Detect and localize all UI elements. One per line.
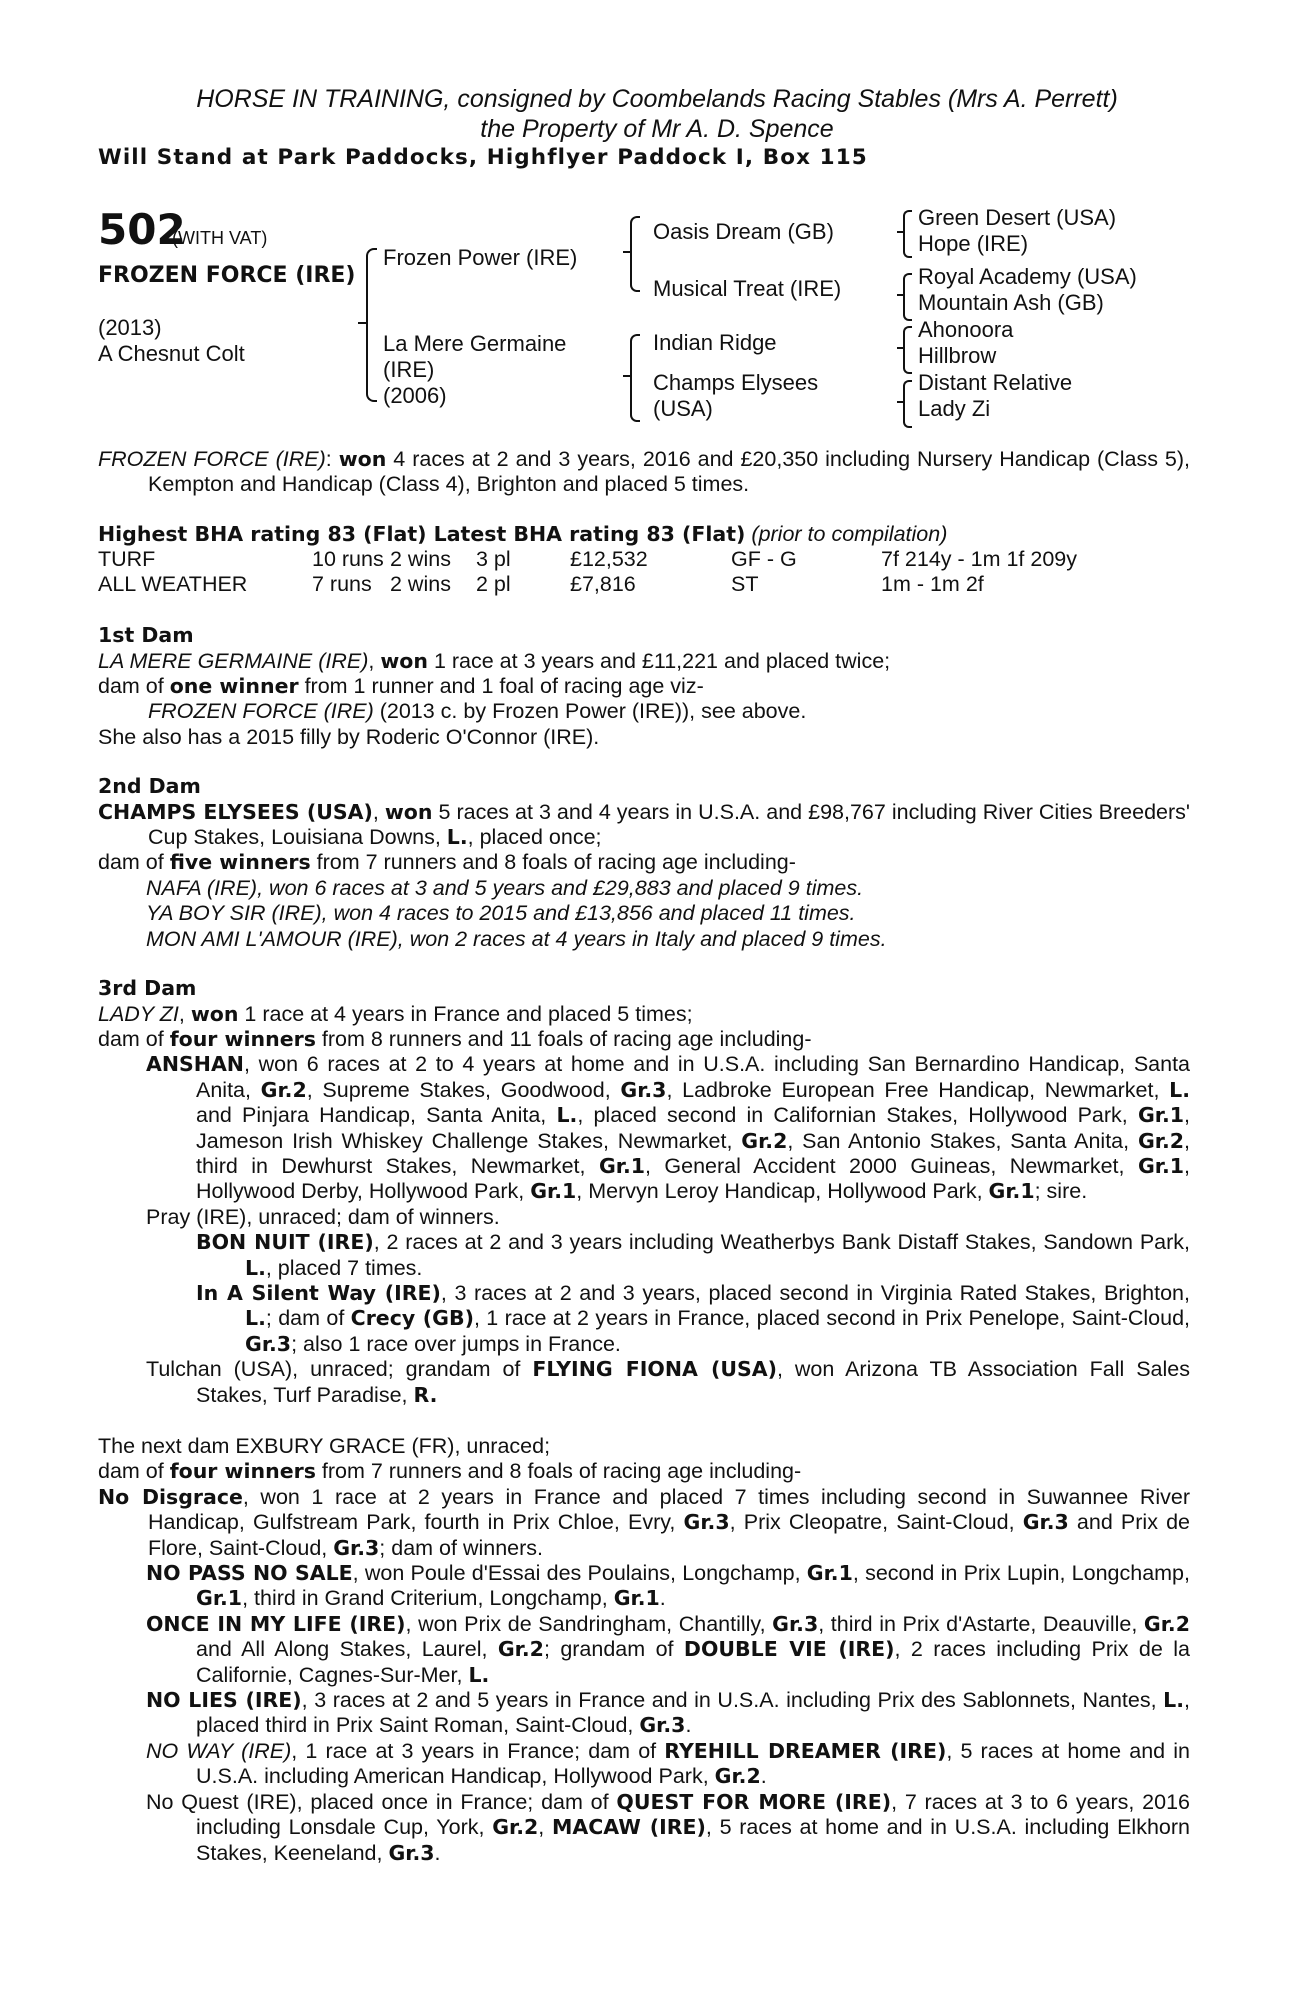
progeny-entry: NO PASS NO SALE, won Poule d'Essai des Poulains, Longchamp, Gr.1, second in Prix Lupin, Longchamp, Gr.1, third in Grand Criterium, Longchamp, Gr.1. xyxy=(146,1561,1190,1611)
gen3-bracket-3 xyxy=(903,326,912,374)
horse-name: FROZEN FORCE (IRE) xyxy=(98,263,356,288)
progeny-entry: ANSHAN, won 6 races at 2 to 4 years at home and in U.S.A. including San Bernardino Handicap, Santa Anita, Gr.2, Supreme Stakes, Goodwood, Gr.3, Ladbroke European Free Handicap, Newmarket, L. and Pinjara Handicap, Santa Anita, L., placed second in Californian Stakes, Hollywood Park, Gr.1, Jameson Irish Whiskey Challenge Stakes, Newmarket, Gr.2, San Antonio Stakes, Santa Anita, Gr.2, third in Dewhurst Stakes, Newmarket, Gr.1, General Accident 2000 Guineas, Newmarket, Gr.1, Hollywood Derby, Hollywood Park, Gr.1, Mervyn Leroy Handicap, Hollywood Park, Gr.1; sire. xyxy=(146,1052,1190,1204)
gen3-name: Hope (IRE) xyxy=(918,231,1029,256)
sire-line-bracket xyxy=(630,216,640,292)
dam-sire: Indian Ridge xyxy=(653,330,777,355)
catalogue-body xyxy=(98,447,1190,1866)
progeny-entry: Tulchan (USA), unraced; grandam of FLYING FIONA (USA), won Arizona TB Association Fall Sales Stakes, Turf Paradise, R. xyxy=(146,1357,1190,1407)
dam-dam-cont: (USA) xyxy=(653,396,713,421)
dam-dam: Champs Elysees xyxy=(653,370,819,395)
table-cell: 7f 214y - 1m 1f 209y xyxy=(881,547,1077,572)
progeny-entry: No Disgrace, won 1 race at 2 years in France and placed 7 times including second in Suwannee River Handicap, Gulfstream Park, fourth in Prix Chloe, Evry, Gr.3, Prix Cleopatre, Saint-Cloud, Gr.3 and Prix de Flore, Saint-Cloud, Gr.3; dam of winners. xyxy=(98,1484,1191,1560)
gen3-name: Ahonoora xyxy=(918,317,1014,342)
table-cell: £12,532 xyxy=(570,547,648,572)
progeny-entry: MON AMI L'AMOUR (IRE), won 2 races at 4 years in Italy and placed 9 times. xyxy=(146,926,887,951)
progeny-entry: NAFA (IRE), won 6 races at 3 and 5 years and £29,883 and placed 9 times. xyxy=(146,875,864,900)
race-summary: FROZEN FORCE (IRE): won 4 races at 2 and 3 years, 2016 and £20,350 including Nursery Handicap (Class 5), Kempton and Handicap (Class 4), Brighton and placed 5 times. xyxy=(98,447,1191,497)
gen3-bracket-2 xyxy=(903,273,912,321)
table-cell: ST xyxy=(731,572,759,597)
progeny-entry: No Quest (IRE), placed once in France; dam of QUEST FOR MORE (IRE), 7 races at 3 to 6 years, 2016 including Lonsdale Cup, York, Gr.2, MACAW (IRE), 5 races at home and in U.S.A. including Elkhorn Stakes, Keeneland, Gr.3. xyxy=(146,1789,1190,1865)
gen3-name: Hillbrow xyxy=(918,343,997,368)
progeny-entry: Pray (IRE), unraced; dam of winners. xyxy=(146,1204,500,1229)
table-cell: 2 pl xyxy=(476,572,511,597)
bracket-point xyxy=(897,401,903,403)
lot-number: 502 xyxy=(98,205,186,254)
table-cell: TURF xyxy=(98,547,156,572)
vat-note: (WITH VAT) xyxy=(172,228,268,248)
sire-dam-bracket xyxy=(366,248,377,402)
table-cell: 1m - 1m 2f xyxy=(881,572,984,597)
dam-of-line: dam of four winners from 7 runners and 8 foals of racing age including- xyxy=(98,1459,802,1484)
gen3-bracket-1 xyxy=(903,210,912,258)
dam-record: LADY ZI, won 1 race at 4 years in France and placed 5 times; xyxy=(98,1001,693,1026)
dam-record: CHAMPS ELYSEES (USA), won 5 races at 3 and 4 years in U.S.A. and £98,767 including River Cities Breeders' Cup Stakes, Louisiana Downs, L., placed once; xyxy=(98,799,1190,850)
sire-name: Frozen Power (IRE) xyxy=(383,245,578,270)
gen3-name: Mountain Ash (GB) xyxy=(918,290,1104,315)
progeny-entry: NO WAY (IRE), 1 race at 3 years in France; dam of RYEHILL DREAMER (IRE), 5 races at home and in U.S.A. including American Handicap, Hollywood Park, Gr.2. xyxy=(146,1738,1190,1789)
gen3-name: Green Desert (USA) xyxy=(918,205,1117,230)
race-record-table xyxy=(98,547,1190,599)
bracket-point xyxy=(897,294,903,296)
stand-location: Will Stand at Park Paddocks, Highflyer Paddock I, Box 115 xyxy=(98,145,868,170)
section-heading: 2nd Dam xyxy=(98,774,201,799)
dam-line-bracket xyxy=(630,334,640,422)
foaling-year: (2013) xyxy=(98,315,162,340)
rating-heading: Highest BHA rating 83 (Flat) Latest BHA rating 83 (Flat) (prior to compilation) xyxy=(98,521,948,546)
table-cell: 3 pl xyxy=(476,547,511,572)
gen3-name: Royal Academy (USA) xyxy=(918,264,1137,289)
dam-of-line: dam of five winners from 7 runners and 8 foals of racing age including- xyxy=(98,850,796,875)
dam-of-line: dam of one winner from 1 runner and 1 foal of racing age viz- xyxy=(98,674,704,699)
gen3-name: Distant Relative xyxy=(918,370,1073,395)
bracket-point xyxy=(897,347,903,349)
property-line: the Property of Mr A. D. Spence xyxy=(480,115,834,143)
progeny-entry: In A Silent Way (IRE), 3 races at 2 and 3 years, placed second in Virginia Rated Stakes, Brighton, L.; dam of Crecy (GB), 1 race at 2 years in France, placed second in Prix Penelope, Saint-Cloud, Gr.3; also 1 race over jumps in France. xyxy=(196,1280,1190,1356)
dam-note: She also has a 2015 filly by Roderic O'Connor (IRE). xyxy=(98,724,600,749)
table-cell: 7 runs xyxy=(312,572,372,597)
table-cell: ALL WEATHER xyxy=(98,572,248,597)
progeny-entry: ONCE IN MY LIFE (IRE), won Prix de Sandringham, Chantilly, Gr.3, third in Prix d'Astarte, Deauville, Gr.2 and All Along Stakes, Laurel, Gr.2; grandam of DOUBLE VIE (IRE), 2 races including Prix de la Californie, Cagnes-Sur-Mer, L. xyxy=(146,1611,1190,1687)
dam-foaling-year: (2006) xyxy=(383,383,447,408)
horse-description: A Chesnut Colt xyxy=(98,341,245,366)
progeny-entry: BON NUIT (IRE), 2 races at 2 and 3 years including Weatherbys Bank Distaff Stakes, Sandown Park, L., placed 7 times. xyxy=(196,1230,1190,1280)
section-heading: 1st Dam xyxy=(98,623,194,648)
gen3-bracket-4 xyxy=(903,380,912,428)
dam-of-line: dam of four winners from 8 runners and 11 foals of racing age including- xyxy=(98,1026,812,1051)
sire-sire: Oasis Dream (GB) xyxy=(653,219,834,244)
bracket-point xyxy=(623,251,631,253)
table-cell: £7,816 xyxy=(570,572,636,597)
table-cell: GF - G xyxy=(731,547,797,572)
table-cell: 10 runs xyxy=(312,547,384,572)
bracket-point xyxy=(897,231,903,233)
dam-name: La Mere Germaine xyxy=(383,331,567,356)
bracket-point xyxy=(623,375,631,377)
next-dam-line: The next dam EXBURY GRACE (FR), unraced; xyxy=(98,1434,551,1458)
table-cell: 2 wins xyxy=(390,572,451,597)
sire-dam: Musical Treat (IRE) xyxy=(653,276,842,301)
bracket-point xyxy=(358,322,366,324)
table-cell: 2 wins xyxy=(390,547,451,572)
dam-name-cont: (IRE) xyxy=(383,357,435,382)
progeny-entry: YA BOY SIR (IRE), won 4 races to 2015 and £13,856 and placed 11 times. xyxy=(146,901,856,926)
progeny-entry: NO LIES (IRE), 3 races at 2 and 5 years in France and in U.S.A. including Prix des Sablonnets, Nantes, L., placed third in Prix Saint Roman, Saint-Cloud, Gr.3. xyxy=(146,1688,1190,1738)
gen3-name: Lady Zi xyxy=(918,396,991,421)
consignment-line: HORSE IN TRAINING, consigned by Coombelands Racing Stables (Mrs A. Perrett) xyxy=(196,85,1118,113)
dam-record: LA MERE GERMAINE (IRE), won 1 race at 3 years and £11,221 and placed twice; xyxy=(98,648,891,673)
progeny-entry: FROZEN FORCE (IRE) (2013 c. by Frozen Power (IRE)), see above. xyxy=(148,699,807,724)
section-heading: 3rd Dam xyxy=(98,976,197,1001)
